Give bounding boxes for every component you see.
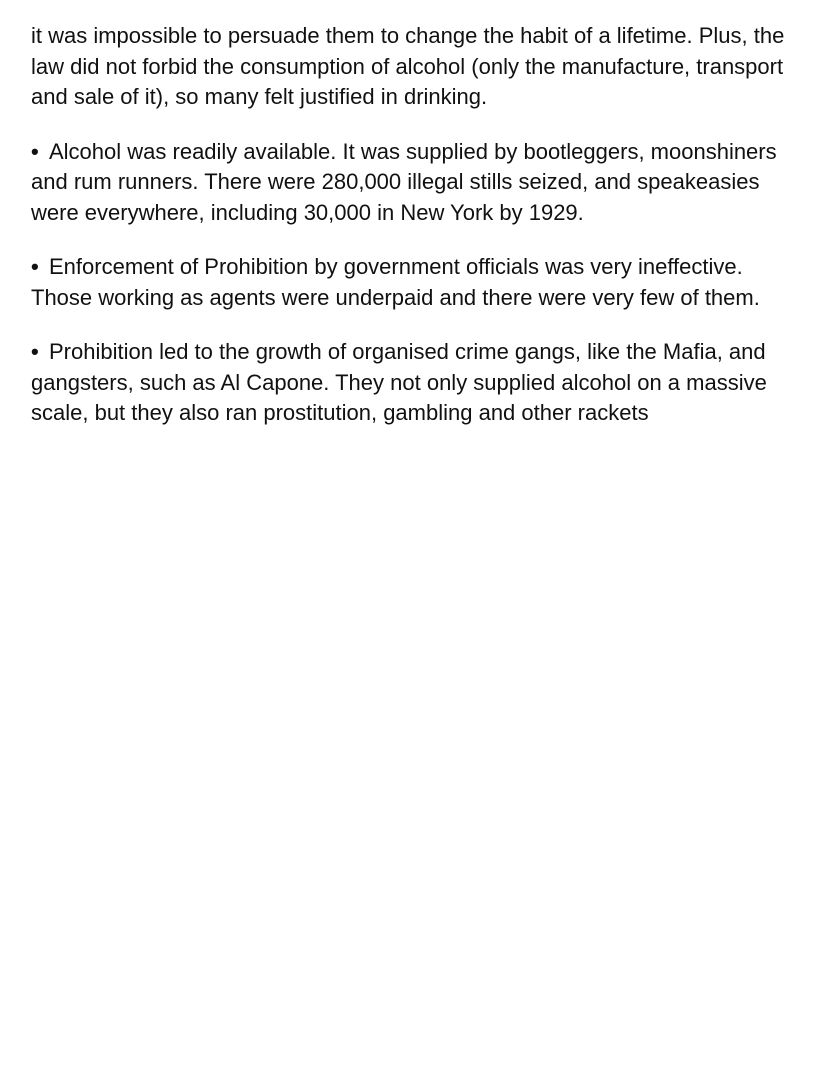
bullet-icon: • bbox=[31, 254, 39, 279]
paragraph-text: Alcohol was readily available. It was supplied by bootleggers, moonshiners and rum runners. There were 280,000 illegal stills seized, and speakeasies were everywhere, including 30,000 in New York by 1929. bbox=[31, 138, 777, 225]
paragraph-text: it was impossible to persuade them to change the habit of a lifetime. Plus, the law did not forbid the consumption of alcohol (only the manufacture, transport and sale of it), so many felt justified in drinking. bbox=[31, 23, 785, 109]
bullet-paragraph-alcohol-availability bbox=[31, 137, 801, 229]
paragraph-text: Prohibition led to the growth of organised crime gangs, like the Mafia, and gangsters, such as Al Capone. They not only supplied alcohol on a massive scale, but they also ran prostitution, gambling and other rackets bbox=[31, 339, 767, 425]
document-page bbox=[31, 21, 801, 453]
paragraph-text: Enforcement of Prohibition by government officials was very ineffective. Those working as agents were underpaid and there were very few of them. bbox=[31, 254, 760, 310]
bullet-icon: • bbox=[31, 138, 39, 164]
bullet-paragraph-organised-crime bbox=[31, 337, 801, 429]
bullet-icon: • bbox=[31, 339, 39, 364]
bullet-paragraph-enforcement bbox=[31, 252, 801, 313]
paragraph-continuation bbox=[31, 21, 801, 113]
